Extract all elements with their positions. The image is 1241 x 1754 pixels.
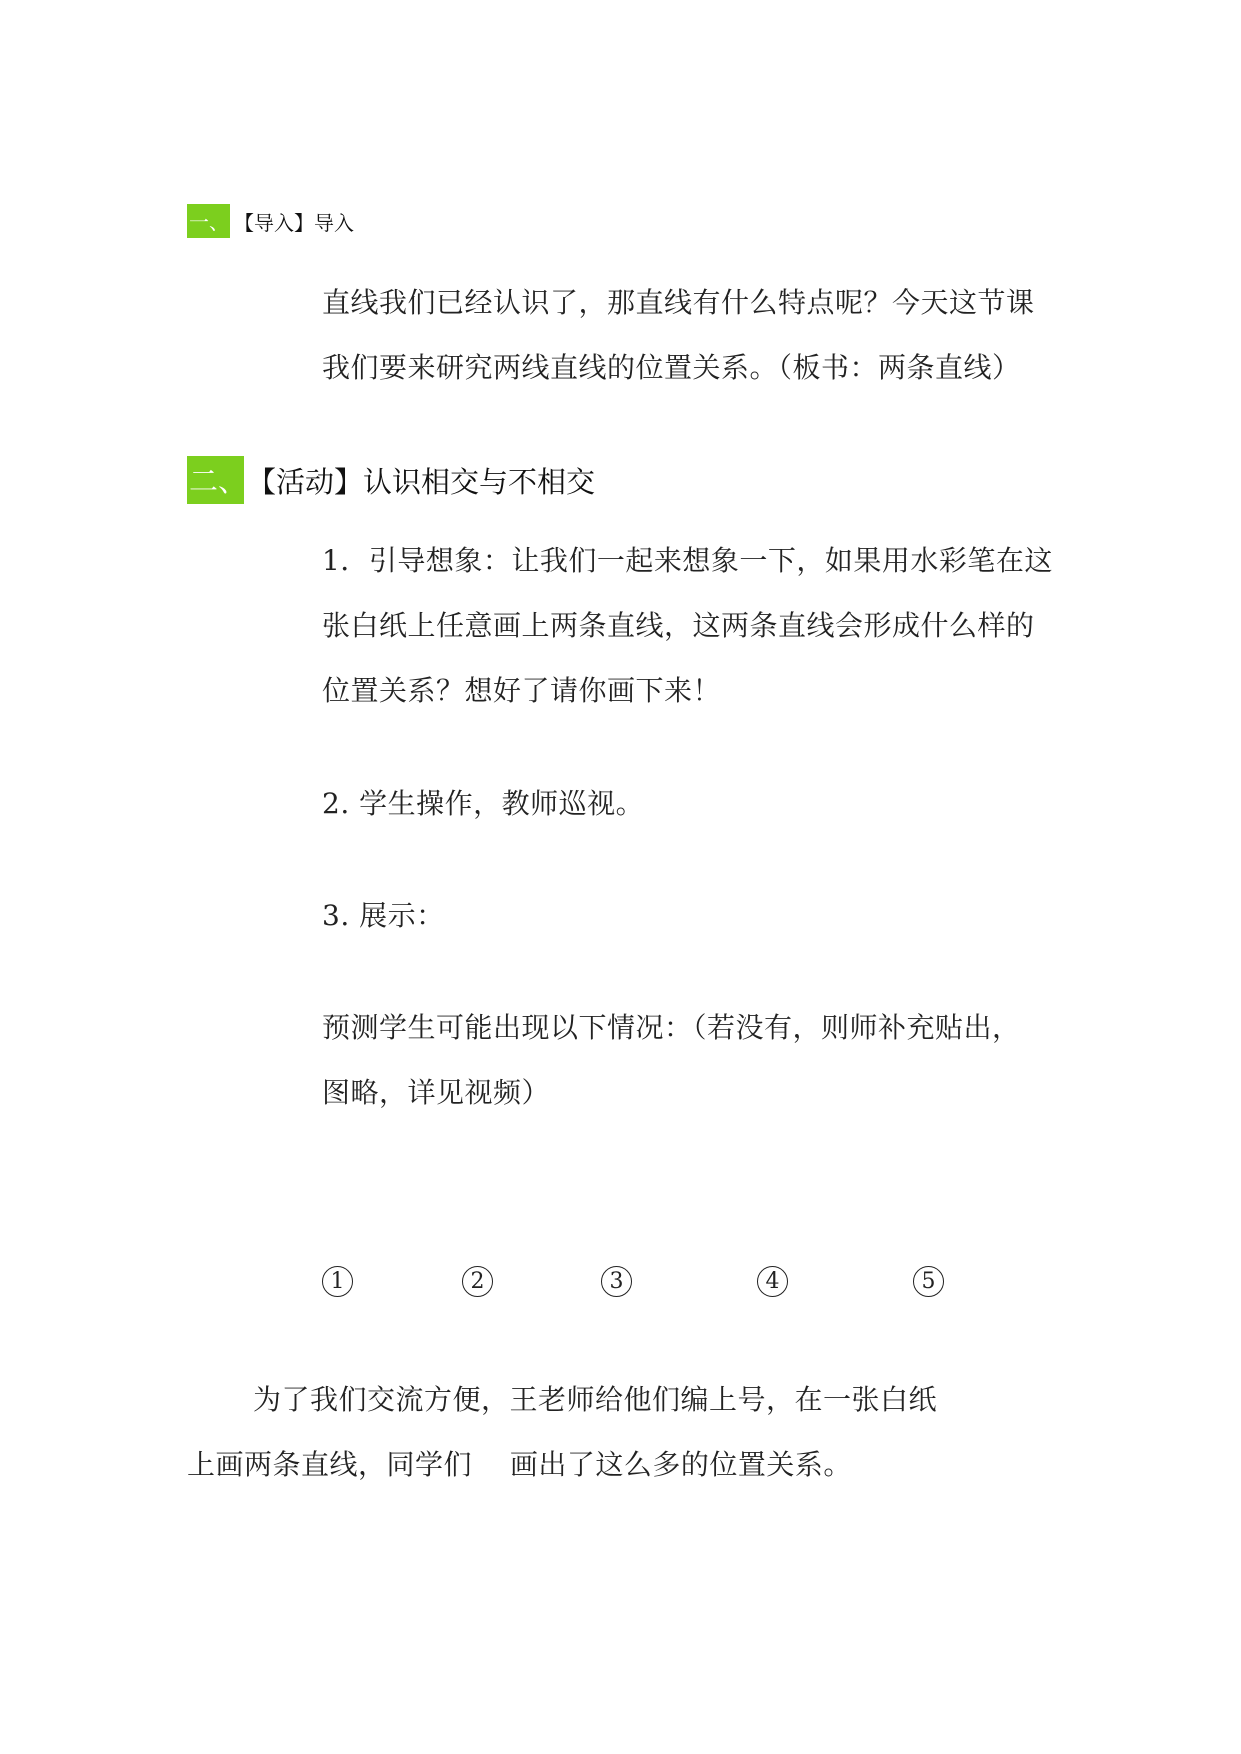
text-line: 图略，详见视频） bbox=[322, 1076, 551, 1109]
circled-number-2: 2 bbox=[462, 1266, 493, 1297]
circled-number-5: 5 bbox=[913, 1266, 944, 1297]
circled-number-4: 4 bbox=[757, 1266, 788, 1297]
text-line-first bbox=[187, 1367, 937, 1432]
operation-step: 2. 学生操作，教师巡视。 bbox=[322, 787, 645, 820]
circled-number-row bbox=[0, 1266, 1241, 1306]
text-line: 1．引导想象：让我们一起来想象一下，如果用水彩笔在这 bbox=[322, 544, 1053, 577]
text-line: 预测学生可能出现以下情况：（若没有，则师补充贴出， bbox=[322, 1011, 1021, 1044]
section-number-activity: 二、 bbox=[187, 456, 244, 504]
text-line: 上画两条直线，同学们 画出了这么多的位置关系。 bbox=[187, 1448, 852, 1481]
text-line: 我们要来研究两线直线的位置关系。（板书：两条直线） bbox=[322, 351, 1021, 384]
section-number-intro: 一、 bbox=[187, 204, 230, 238]
circled-number-1: 1 bbox=[322, 1266, 353, 1297]
text-line: 位置关系？想好了请你画下来！ bbox=[322, 674, 722, 707]
guide-paragraph bbox=[322, 528, 1053, 723]
text-line: 直线我们已经认识了，那直线有什么特点呢？今天这节课 bbox=[322, 286, 1035, 319]
show-step: 3. 展示： bbox=[322, 899, 445, 932]
section-title-activity: 【活动】认识相交与不相交 bbox=[247, 464, 596, 499]
closing-paragraph bbox=[187, 1367, 937, 1497]
intro-paragraph bbox=[322, 270, 1035, 400]
predict-paragraph bbox=[322, 995, 1021, 1125]
section-heading-activity bbox=[187, 456, 595, 504]
section-title-intro: 【导入】导入 bbox=[234, 210, 354, 235]
section-heading-intro bbox=[187, 204, 354, 238]
text-line: 张白纸上任意画上两条直线，这两条直线会形成什么样的 bbox=[322, 609, 1035, 642]
text-line: 为了我们交流方便，王老师给他们编上号，在一张白纸 bbox=[253, 1383, 938, 1416]
circled-number-3: 3 bbox=[601, 1266, 632, 1297]
